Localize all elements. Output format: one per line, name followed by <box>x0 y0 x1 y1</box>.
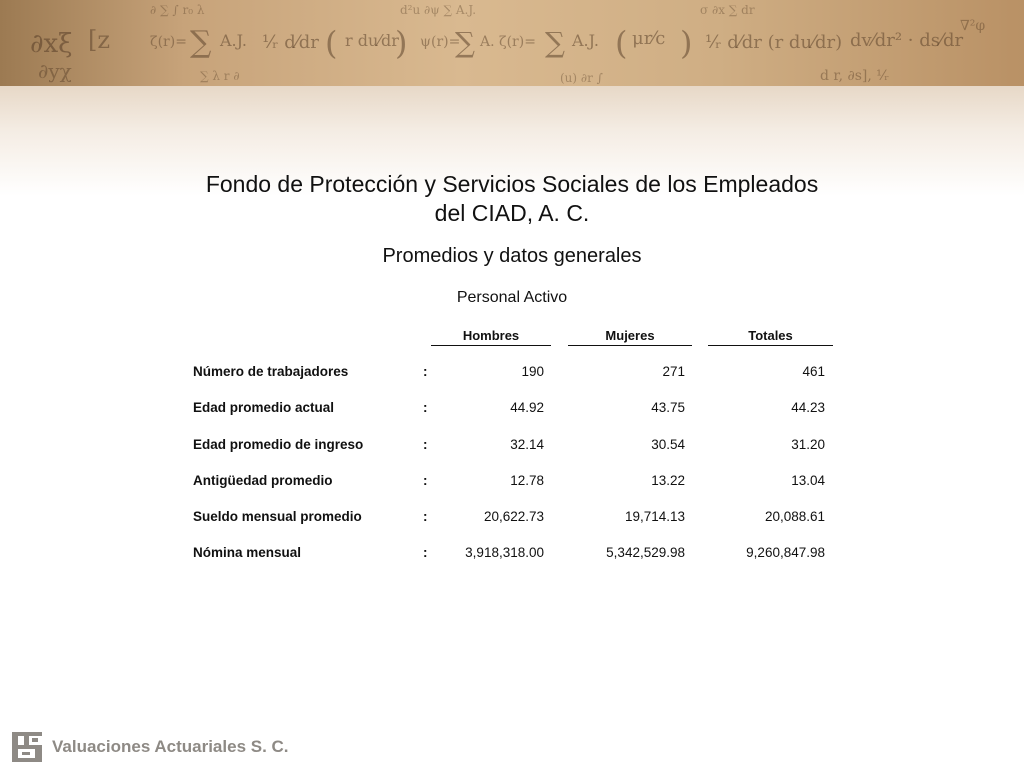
cell-mujeres: 43.75 <box>651 400 685 415</box>
math-formula-texture <box>0 0 1024 86</box>
row-label-edad-promedio-actual: Edad promedio actual <box>193 400 335 415</box>
svg-text:): ) <box>395 24 408 62</box>
cell-hombres: 190 <box>521 364 544 379</box>
svg-text:¹⁄ᵣ d⁄dr: ¹⁄ᵣ d⁄dr <box>262 32 319 53</box>
cell-totales: 31.20 <box>791 437 825 452</box>
cell-mujeres: 5,342,529.98 <box>606 545 685 560</box>
svg-text:∑: ∑ <box>190 25 212 60</box>
row-label-nomina-mensual: Nómina mensual <box>193 545 302 560</box>
svg-text:∂xξ: ∂xξ <box>30 29 73 59</box>
title-line-1: Fondo de Protección y Servicios Sociales de los Empleados <box>205 171 819 197</box>
cell-hombres: 44.92 <box>510 400 544 415</box>
svg-text:(: ( <box>325 24 338 62</box>
column-header-hombres: Hombres <box>431 328 551 346</box>
footer <box>12 731 289 763</box>
column-header-mujeres: Mujeres <box>568 328 692 346</box>
cell-hombres: 20,622.73 <box>483 509 544 524</box>
svg-text:∇²φ: ∇²φ <box>960 18 986 34</box>
svg-text:(u) ∂r ∫: (u) ∂r ∫ <box>560 71 603 85</box>
svg-text:∑ λ r ∂: ∑ λ r ∂ <box>200 69 240 83</box>
svg-text:∂yχ: ∂yχ <box>38 59 72 83</box>
cell-totales: 461 <box>802 364 825 379</box>
cell-hombres: 32.14 <box>510 437 544 452</box>
svg-text:(: ( <box>615 24 628 62</box>
title-line-2: del CIAD, A. C. <box>434 200 590 226</box>
svg-text:r du⁄dr: r du⁄dr <box>345 31 399 50</box>
company-name: Valuaciones Actuariales S. C. <box>52 737 289 756</box>
svg-text:dv⁄dr² · ds⁄dr: dv⁄dr² · ds⁄dr <box>850 30 964 51</box>
page-subtitle: Promedios y datos generales <box>382 245 642 267</box>
svg-text:A.J.: A.J. <box>220 31 247 50</box>
section-heading: Personal Activo <box>456 289 568 306</box>
svg-text:ζ(r)=: ζ(r)= <box>150 34 187 50</box>
svg-text:): ) <box>680 24 693 62</box>
svg-text:μr⁄c: μr⁄c <box>632 28 666 49</box>
row-label-edad-promedio-ingreso: Edad promedio de ingreso <box>193 437 364 452</box>
svg-text:d²u ∂ψ ∑ A.J.: d²u ∂ψ ∑ A.J. <box>400 3 477 17</box>
cell-mujeres: 271 <box>662 364 685 379</box>
svg-text:∑: ∑ <box>455 26 475 59</box>
cell-hombres: 12.78 <box>510 473 544 488</box>
cell-hombres: 3,918,318.00 <box>465 545 544 560</box>
svg-text:∂ ∑ ∫ r₀ λ: ∂ ∑ ∫ r₀ λ <box>150 3 205 17</box>
svg-text:[z: [z <box>88 26 111 54</box>
row-colon: : <box>423 545 428 560</box>
formula-banner <box>0 0 1024 86</box>
cell-totales: 13.04 <box>791 473 825 488</box>
cell-mujeres: 19,714.13 <box>624 509 685 524</box>
row-colon: : <box>423 364 428 379</box>
svg-text:A. ζ(r)=: A. ζ(r)= <box>480 34 536 50</box>
page-title <box>0 170 1024 228</box>
row-colon: : <box>423 509 428 524</box>
row-colon: : <box>423 473 428 488</box>
cell-totales: 44.23 <box>791 400 825 415</box>
cell-mujeres: 13.22 <box>651 473 685 488</box>
row-label-antiguedad-promedio: Antigüedad promedio <box>193 473 333 488</box>
company-logo-icon <box>12 732 42 762</box>
row-colon: : <box>423 437 428 452</box>
svg-text:d r, ∂s], ¹⁄ᵣ: d r, ∂s], ¹⁄ᵣ <box>820 68 890 84</box>
cell-totales: 20,088.61 <box>764 509 825 524</box>
svg-text:ψ(r)=: ψ(r)= <box>420 34 461 50</box>
svg-text:∑: ∑ <box>545 26 565 59</box>
row-label-sueldo-mensual-promedio: Sueldo mensual promedio <box>193 509 362 524</box>
svg-text:σ ∂x ∑ dr: σ ∂x ∑ dr <box>700 3 755 17</box>
svg-text:¹⁄ᵣ d⁄dr (r du⁄dr): ¹⁄ᵣ d⁄dr (r du⁄dr) <box>705 32 843 53</box>
cell-totales: 9,260,847.98 <box>746 545 825 560</box>
row-colon: : <box>423 400 428 415</box>
column-header-totales: Totales <box>708 328 833 346</box>
cell-mujeres: 30.54 <box>651 437 685 452</box>
row-label-numero-trabajadores: Número de trabajadores <box>193 364 349 379</box>
svg-text:A.J.: A.J. <box>572 31 599 50</box>
